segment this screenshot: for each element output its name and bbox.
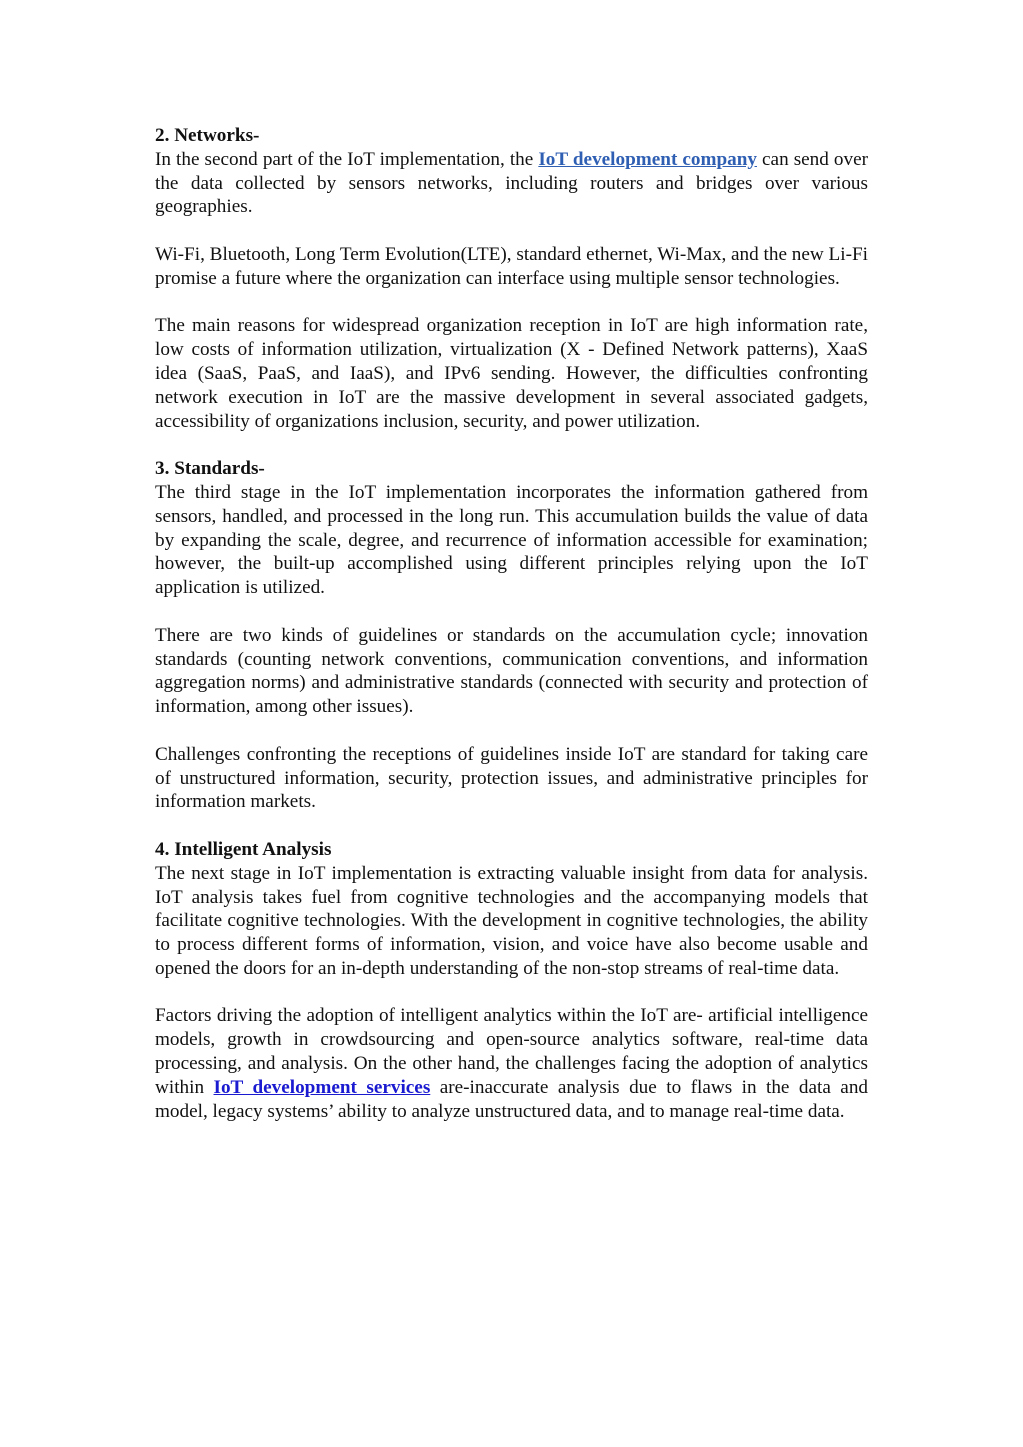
standards-paragraph-1: The third stage in the IoT implementation incorporates the information gathered from sensors, handled, and processed in the long run. This accumulation builds the value of data by expanding the scale, degree, and recurrence of information accessible for examination; however, the built-up accomplished using different principles relying upon the IoT application is utilized.	[155, 481, 868, 599]
networks-paragraph-1	[155, 148, 868, 219]
section-networks	[155, 124, 868, 433]
networks-p1-text-before: In the second part of the IoT implementation, the	[155, 148, 539, 170]
section-standards	[155, 457, 868, 814]
analysis-paragraph-2	[155, 1004, 868, 1123]
standards-paragraph-3: Challenges confronting the receptions of guidelines inside IoT are standard for taking care of unstructured information, security, protection issues, and administrative principles for information markets.	[155, 743, 868, 813]
analysis-paragraph-1: The next stage in IoT implementation is extracting valuable insight from data for analysis. IoT analysis takes fuel from cognitive technologies and the accompanying models that facilitate cognitive technologies. With the development in cognitive technologies, the ability to process different forms of information, vision, and voice have also become usable and opened the doors for an in-depth understanding of the non-stop streams of real-time data.	[155, 862, 868, 979]
networks-paragraph-3: The main reasons for widespread organization reception in IoT are high information rate, low costs of information utilization, virtualization (X - Defined Network patterns), XaaS idea (SaaS, PaaS, and IaaS), and IPv6 sending. However, the difficulties confronting network execution in IoT are the massive development in several associated gadgets, accessibility of organizations inclusion, security, and power utilization.	[155, 315, 868, 432]
networks-heading: 2. Networks-	[155, 125, 260, 146]
section-intelligent-analysis	[155, 838, 868, 1124]
networks-paragraph-2: Wi-Fi, Bluetooth, Long Term Evolution(LTE), standard ethernet, Wi-Max, and the new Li-Fi promise a future where the organization can interface using multiple sensor technologies.	[155, 243, 868, 289]
standards-heading: 3. Standards-	[155, 458, 265, 480]
analysis-p2-text-after: are-inaccurate analysis due to flaws in the data and model, legacy systems’ ability to analyze unstructured data, and to manage real-time data.	[155, 1076, 869, 1122]
analysis-p2-text-before: Factors driving the adoption of intelligent analytics within the IoT are- artificial intelligence models, growth in crowdsourcing and open-source analytics software, real-time data processing, and analysis. On the other hand, the challenges facing the adoption of analytics within	[155, 1005, 868, 1098]
iot-development-services-link[interactable]: IoT development services	[213, 1076, 431, 1098]
networks-p1-text-after: can send over the data collected by sensors networks, including routers and bridges over various geographies.	[155, 148, 869, 218]
document-page	[155, 124, 868, 1147]
standards-paragraph-2: There are two kinds of guidelines or standards on the accumulation cycle; innovation standards (counting network conventions, communication conventions, and information aggregation norms) and administrative standards (connected with security and protection of information, among other issues).	[155, 624, 868, 718]
iot-development-company-link[interactable]: IoT development company	[538, 148, 757, 170]
analysis-heading: 4. Intelligent Analysis	[155, 838, 332, 860]
